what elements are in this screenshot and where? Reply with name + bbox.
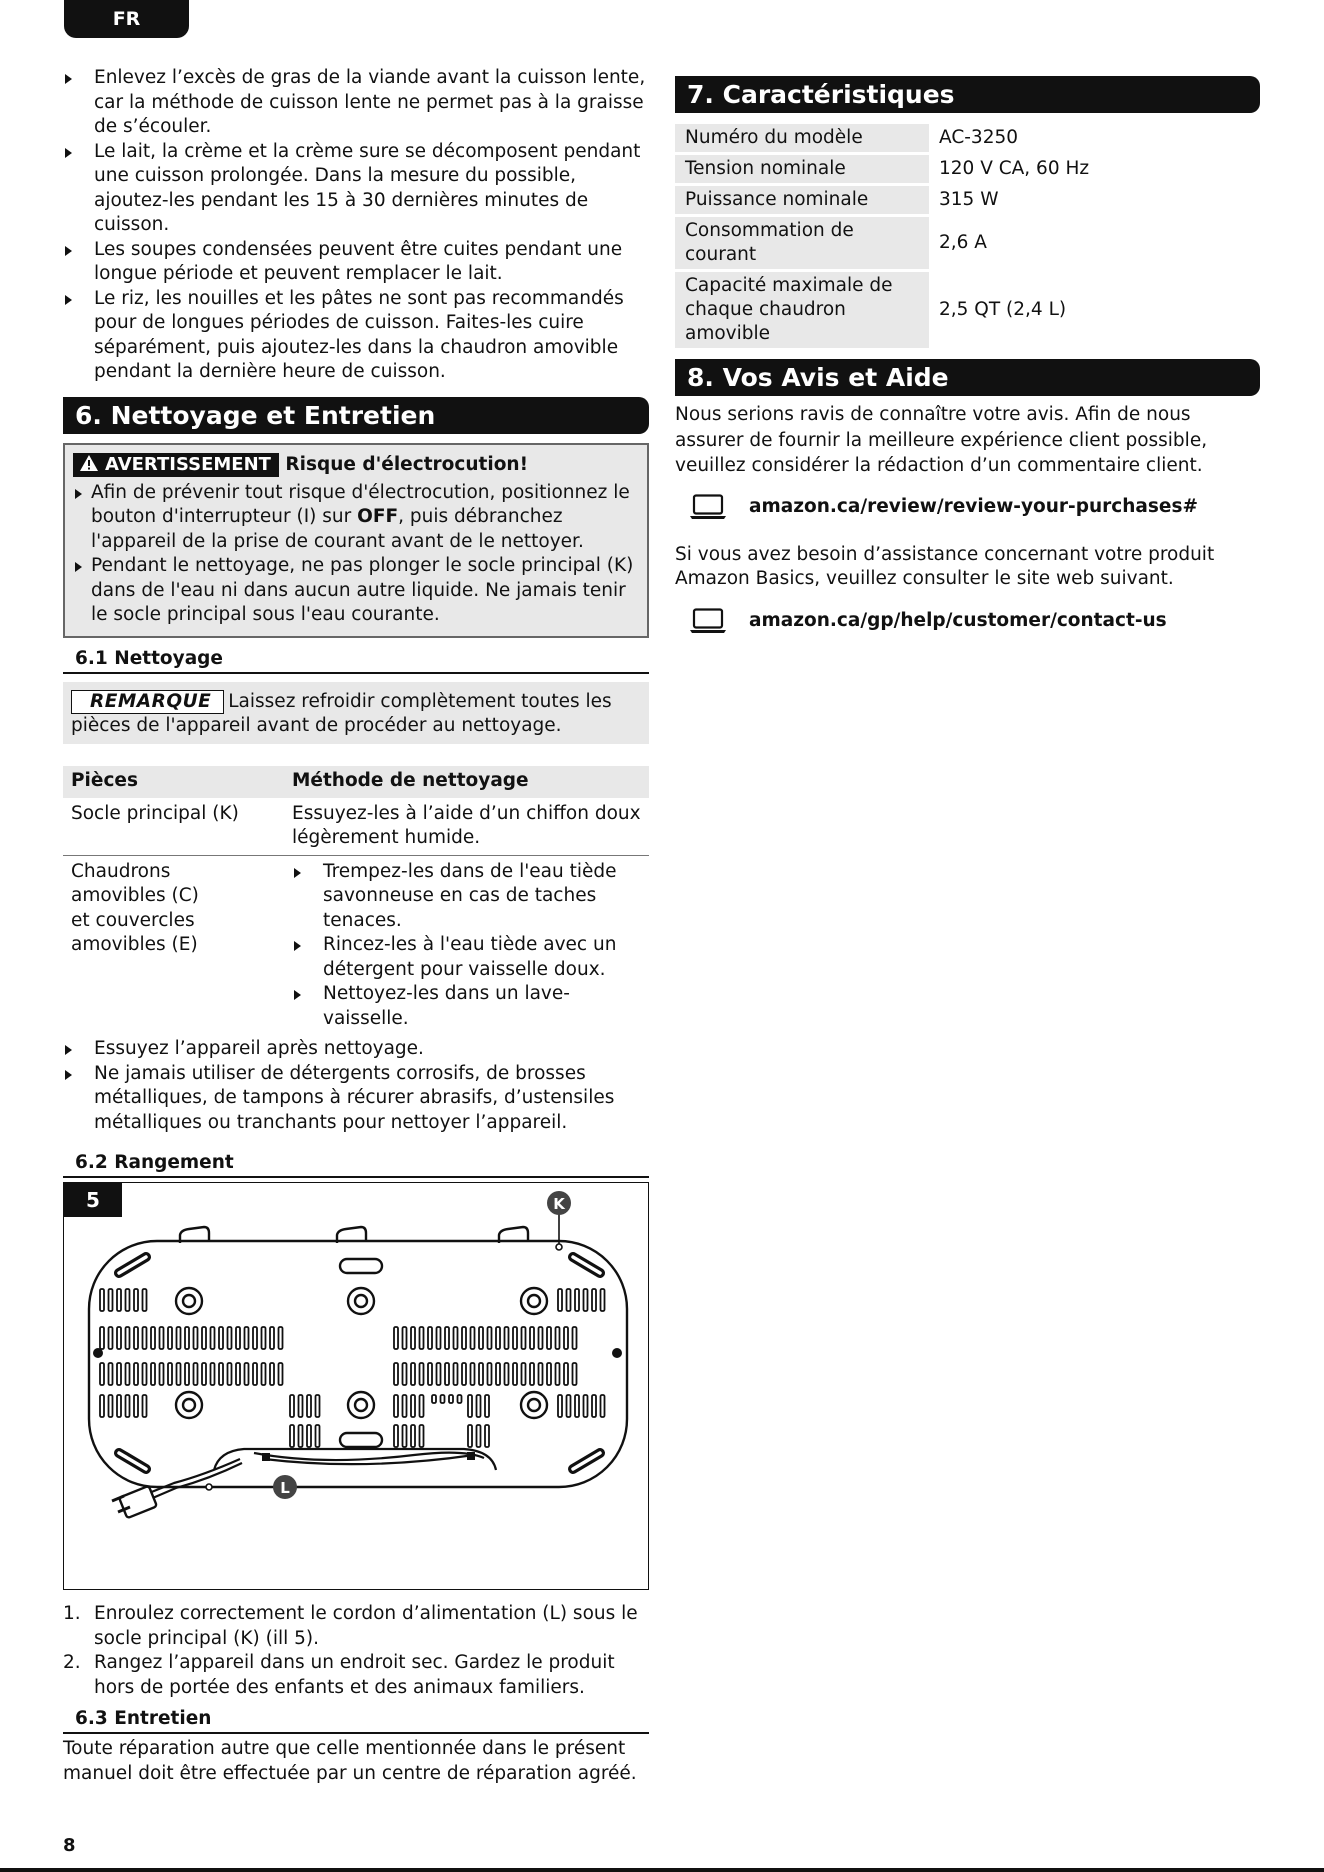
storage-steps <box>63 1602 649 1700</box>
subheading-storage: 6.2 Rangement <box>63 1151 649 1178</box>
storage-illustration <box>63 1182 649 1590</box>
list-item: Essuyez l’appareil après nettoyage. <box>63 1037 649 1062</box>
warning-title: Risque d'électrocution! <box>285 453 529 475</box>
off-label: OFF <box>357 506 399 527</box>
section-heading-cleaning: 6. Nettoyage et Entretien <box>63 397 649 434</box>
table-cell: Socle principal (K) <box>63 798 284 856</box>
table-row: Puissance nominale 315 W <box>675 186 1260 214</box>
list-item: 2. Rangez l’appareil dans un endroit sec. Gardez le produit hors de portée des enfants et des animaux familiers. <box>63 1652 615 1698</box>
table-row: Numéro du modèle AC-3250 <box>675 124 1260 152</box>
laptop-icon <box>688 608 728 634</box>
subheading-maintenance: 6.3 Entretien <box>63 1707 649 1734</box>
table-cell: Chaudrons amovibles (C) et couvercles amovibles (E) <box>71 860 199 955</box>
specs-table <box>675 121 1260 351</box>
feedback-text: Nous serions ravis de connaître votre avis. Afin de nous assurer de fournir la meilleure expérience client possible, veuillez considérer la rédaction d’un commentaire client. <box>675 404 1208 476</box>
list-item: Le riz, les nouilles et les pâtes ne sont pas recommandés pour de longues périodes de cuisson. Faites-les cuire séparément, puis ajoutez-les dans la chaudron amovible pendant la dernière heure de cuisson. <box>63 287 649 385</box>
list-item: Trempez-les dans de l'eau tiède savonneuse en cas de taches tenaces. <box>292 860 641 934</box>
callout-k: K <box>553 1195 565 1213</box>
table-row: Consommation de courant 2,6 A <box>675 217 1260 269</box>
review-link[interactable]: amazon.ca/review/review-your-purchases# <box>749 496 1198 517</box>
appliance-base-drawing <box>64 1183 647 1587</box>
warning-label: AVERTISSEMENT <box>105 453 271 475</box>
bottom-rule <box>0 1868 1324 1872</box>
subheading-cleaning: 6.1 Nettoyage <box>63 647 649 674</box>
after-cleaning-list <box>63 1037 649 1135</box>
table-row <box>63 798 649 856</box>
warning-box <box>63 443 649 638</box>
support-text: Si vous avez besoin d’assistance concernant votre produit Amazon Basics, veuillez consulter le site web suivant. <box>675 543 1215 589</box>
note-badge: REMARQUE <box>71 690 224 714</box>
section-heading-specs: 7. Caractéristiques <box>675 76 1260 113</box>
review-link-row[interactable] <box>675 492 1260 522</box>
note-text: Laissez refroidir complètement toutes les pièces de l'appareil avant de procéder au nettoyage. <box>71 690 612 736</box>
table-row: Capacité maximale de chaque chaudron amovible 2,5 QT (2,4 L) <box>675 272 1260 348</box>
table-header: Pièces <box>63 766 284 798</box>
table-row: Tension nominale 120 V CA, 60 Hz <box>675 155 1260 183</box>
list-item: Enlevez l’excès de gras de la viande avant la cuisson lente, car la méthode de cuisson lente ne permet pas à la graisse de s’écouler. <box>63 66 649 140</box>
list-item: Nettoyez-les dans un lave-vaisselle. <box>292 982 641 1031</box>
list-item: Rincez-les à l'eau tiède avec un détergent pour vaisselle doux. <box>292 933 641 982</box>
left-column <box>63 66 649 1786</box>
list-item: Ne jamais utiliser de détergents corrosifs, de brosses métalliques, de tampons à récurer abrasifs, d’ustensiles métalliques ou tranchants pour nettoyer l’appareil. <box>63 1062 649 1136</box>
maintenance-text: Toute réparation autre que celle mentionnée dans le présent manuel doit être effectuée par un centre de réparation agréé. <box>63 1738 637 1784</box>
list-item: Pendant le nettoyage, ne pas plonger le socle principal (K) dans de l'eau ni dans aucun autre liquide. Ne jamais tenir le socle principal sous l'eau courante. <box>73 554 637 628</box>
figure-number: 5 <box>64 1183 122 1217</box>
warning-badge <box>73 453 279 477</box>
list-item: 1. Enroulez correctement le cordon d’alimentation (L) sous le socle principal (K) (ill 5). <box>63 1603 638 1649</box>
laptop-icon <box>688 494 728 520</box>
section-heading-feedback: 8. Vos Avis et Aide <box>675 359 1260 396</box>
contact-link[interactable]: amazon.ca/gp/help/customer/contact-us <box>749 610 1167 631</box>
table-cell <box>284 855 649 1035</box>
page-number: 8 <box>63 1835 76 1856</box>
list-item: Le lait, la crème et la crème sure se décomposent pendant une cuisson prolongée. Dans la mesure du possible, ajoutez-les pendant les 15 à 30 dernières minutes de cuisson. <box>63 140 649 238</box>
list-item: Afin de prévenir tout risque d'électrocution, positionnez le bouton d'interrupteur (I) sur OFF, puis débranchez l'appareil de la prise de courant avant de le nettoyer. <box>73 481 637 555</box>
language-tab: FR <box>64 0 189 38</box>
warning-triangle-icon <box>79 454 99 472</box>
table-header: Méthode de nettoyage <box>284 766 649 798</box>
cooking-tips-list <box>63 66 649 385</box>
right-column <box>675 76 1260 636</box>
cleaning-table <box>63 766 649 1036</box>
table-row <box>63 855 649 1035</box>
note-box <box>63 682 649 744</box>
callout-l: L <box>280 1479 290 1497</box>
list-item: Les soupes condensées peuvent être cuites pendant une longue période et peuvent remplacer le lait. <box>63 238 649 287</box>
contact-link-row[interactable] <box>675 606 1260 636</box>
table-cell: Essuyez-les à l’aide d’un chiffon doux légèrement humide. <box>284 798 649 856</box>
